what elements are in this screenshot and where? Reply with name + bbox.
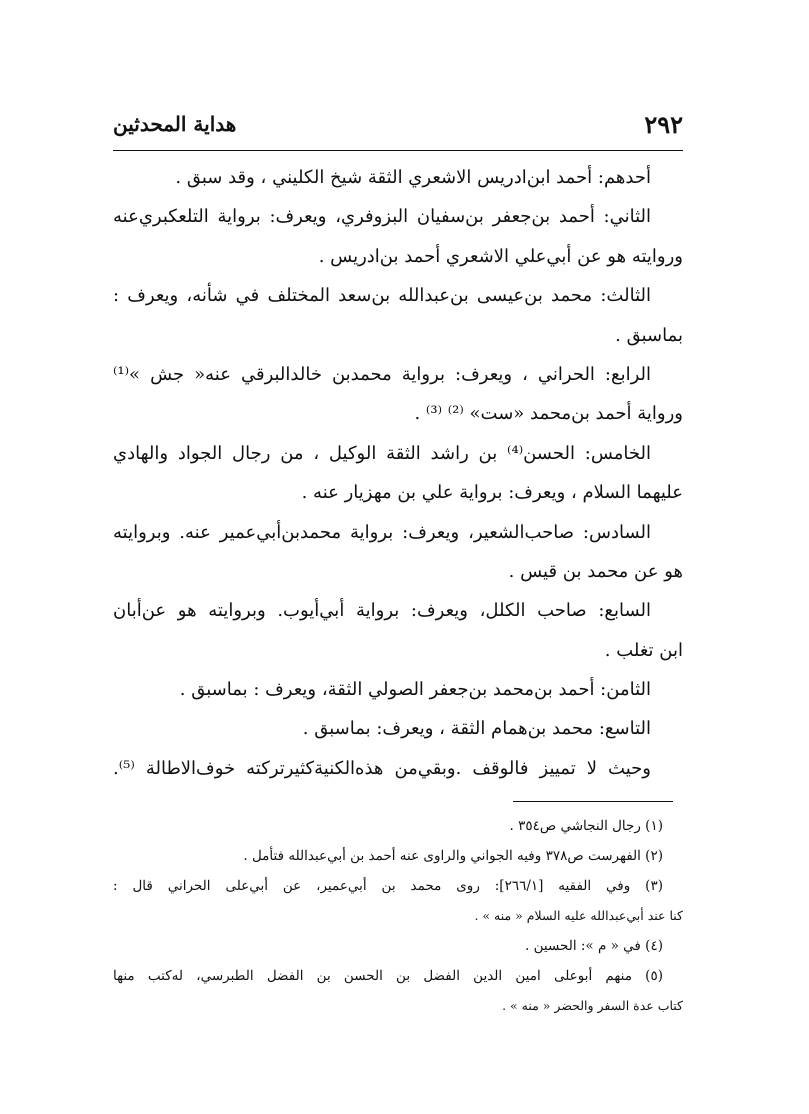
text-line: هو عن محمد بن قيس . <box>508 560 683 582</box>
text-line: أحدهم: أحمد ابن‌ادريس الاشعري الثقة شيخ الكليني ، وقد سبق . <box>175 167 651 188</box>
footnote-continuation: كتاب عدة السفر والحضر « منه » . <box>502 998 683 1013</box>
text-line: الخامس: الحسن⁽⁴⁾ بن راشد الثقة الوكيل ، من رجال الجواد والهادي <box>113 442 651 464</box>
main-text <box>113 158 683 788</box>
text-line: وحيث لا تمييز فالوقف .وبقي‌من هذه‌الكنية‌كثيرتركته خوف‌الاطالة ⁽⁵⁾. <box>113 757 651 779</box>
footnote-divider <box>513 801 673 802</box>
footnote: (٣) وفي الفقيه [٢٦٦/١]: روى محمد بن أبي‌عمير، عن أبي‌على الحراني قال : <box>113 878 663 894</box>
text-line: ابن تغلب . <box>604 639 683 661</box>
page-header <box>113 104 683 151</box>
page-number: ٢٩٢ <box>644 110 683 139</box>
footnote: (٢) الفهرست ص٣٧٨ وفيه الجواني والراوى عنه أحمد بن أبي‌عبدالله فتأمل . <box>243 848 663 864</box>
footnotes <box>113 811 683 1021</box>
text-line: السادس: صاحب‌الشعير، ويعرف: برواية محمدبن‌أبي‌عمير عنه. وبروايته <box>113 521 651 543</box>
text-line: الثالث: محمد بن‌عيسى بن‌عبدالله بن‌سعد المختلف في شأنه، ويعرف : <box>113 285 651 307</box>
footnote-continuation: كنا عند أبي‌عبدالله عليه السلام « منه » . <box>474 908 683 923</box>
footnote: (١) رجال النجاشي ص٣٥٤ . <box>509 818 663 834</box>
text-line: الرابع: الحراني ، ويعرف: برواية محمدبن خالدالبرقي عنه« جش »⁽¹⁾ <box>113 363 651 385</box>
text-line: بماسبق . <box>615 324 683 346</box>
running-title: هداية المحدثين <box>113 112 237 136</box>
text-line: وروايته هو عن أبي‌علي الاشعري أحمد بن‌ادريس . <box>318 245 683 267</box>
text-line: السابع: صاحب الكلل، ويعرف: برواية أبي‌أيوب. وبروايته هو عن‌أبان <box>113 600 651 622</box>
text-line: التاسع: محمد بن‌همام الثقة ، ويعرف: بماسبق . <box>302 718 651 740</box>
footnote: (٤) في « م »: الحسين . <box>525 938 663 954</box>
text-line: عليهما السلام ، ويعرف: برواية علي بن مهزيار عنه . <box>301 482 683 504</box>
text-line: الثامن: أحمد بن‌محمد بن‌جعفر الصولي الثقة، ويعرف : بماسبق . <box>179 679 651 701</box>
text-line: الثاني: أحمد بن‌جعفر بن‌سفيان البزوفري، ويعرف: برواية التلعكبري‌عنه <box>113 206 651 228</box>
text-line: ورواية أحمد بن‌محمد «ست» ⁽²⁾ ⁽³⁾ . <box>414 403 683 425</box>
footnote: (٥) منهم أبوعلى امين الدين الفضل بن الحسن بن الفضل الطبرسي، له‌كتب منها <box>113 968 663 984</box>
